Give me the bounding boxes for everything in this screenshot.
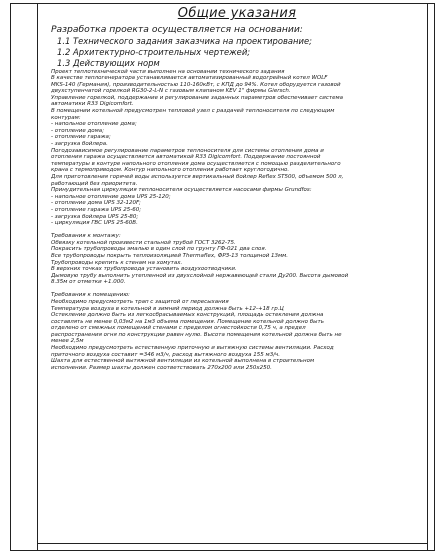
text-line: составлять не менее 0,03м2 на 1м3 объема помещения. Помещение котельной должно быть (51, 318, 324, 325)
text-line: - отопление гаража; (51, 134, 111, 141)
text-line: Для приготовления горячей воды используется вертикальный бойлер Reflex ST500, объемом 500 л, (51, 174, 344, 180)
text-line: Дымовую трубу выполнить утепленной из двухслойной нержавеющей стали Ду200. Высота дымовой (51, 272, 349, 279)
text-line: 8.35м от отметки +1.000. (51, 279, 126, 286)
text-line: распространения огня по конструкции равен нулю. Высота помещения котельной должна быть не (51, 331, 342, 338)
text-line: Остекление должно быть из легкосбрасываемых конструкций, площадь остекления должна (51, 312, 324, 319)
text-line: Температура воздуха в котельной в зимний период должна быть +12-+18 гр.Ц (51, 305, 284, 312)
text-line: автоматики R33 Digicomfort. (51, 101, 134, 108)
text-line: Трубопроводы крепить к стенам на хомутах. (51, 259, 183, 266)
main-description (51, 69, 423, 227)
text-line: - отопление дома UPS 32-120F; (51, 200, 141, 207)
text-line: Покрасить трубопроводы эмалью в один слой по грунту ГФ-021 два слоя. (51, 246, 267, 253)
text-line: - отопление гаража UPS 25-60; (51, 206, 142, 213)
drawing-sheet (10, 3, 435, 551)
text-line: работающий без приоритета. (51, 180, 138, 187)
text-line: Необходимо предусмотреть трап с защитой от пересыхания (51, 298, 229, 305)
mount-heading: Требования к монтажу: (51, 232, 121, 239)
text-line: менее 2,5м (51, 338, 84, 345)
text-line: исполнении. Размер шахты должен соответствовать 270х200 или 250х250. (51, 364, 272, 371)
notes-content (51, 4, 423, 544)
text-line: - загрузка бойлера UPS 25-80; (51, 213, 139, 220)
mount-requirements (51, 240, 423, 286)
text-line: В качестве теплогенератора устанавливается автоматизированный водогрейный котел WOLF (51, 75, 328, 82)
text-line: - циркуляция ГВС UPS 25-60В. (51, 220, 138, 227)
text-line: - напольное отопление дома UPS 25-120; (51, 193, 171, 200)
basis-item: 1.2 Архитектурно-строительных чертежей; (57, 46, 251, 57)
room-heading: Требования к помещению: (51, 291, 130, 298)
room-requirements (51, 299, 423, 372)
frame-right-line (427, 4, 428, 550)
text-line: - загрузка бойлера. (51, 141, 108, 148)
text-line: контурам: (51, 114, 81, 121)
page-title: Общие указания (177, 6, 297, 21)
basis-item: 1.3 Действующих норм (57, 57, 160, 68)
text-line: отделено от смежных помещений стенами с пределом огнестойкости 0,75 ч, а предел (51, 325, 306, 332)
text-line: Проект теплотехнической части выполнен на основании технического задания (51, 68, 285, 75)
text-line: температуры в контуре напольного отопления дома осуществляется с помощью разделительного (51, 160, 341, 167)
text-line: MKS-140 (Германия), производительностью 110-160кВт, с КПД до 94%. Котел оборудуется газовой (51, 81, 341, 88)
basis-item: 1.1 Технического задания заказчика на проектирование; (57, 35, 312, 46)
text-line: В верхних точках трубопровода установить воздухоотводчики. (51, 266, 237, 273)
text-line: В помещении котельной предусмотрен тепловой узел с раздачей теплоносителя по следующим (51, 108, 335, 115)
text-line: Обвязку котельной произвести стальной трубой ГОСТ 3262-75. (51, 239, 236, 246)
text-line: Все трубопроводы покрыть теплоизоляцией Thermaflex, ФРЗ-13 толщиной 13мм. (51, 252, 289, 259)
text-line: Шахта для естественной вытяжной вентиляции из котельной выполнена в строительном (51, 358, 315, 365)
text-line: отопления гаража осуществляется автоматикой R33 Digicomfort. Поддержание постоянной (51, 154, 321, 161)
text-line: приточного воздуха составит =346 м3/ч, расход вытяжного воздуха 155 м3/ч. (51, 351, 281, 358)
text-line: крана с термоприводом. Контур напольного отопления работает круглогодично. (51, 167, 290, 174)
basis-heading: Разработка проекта осуществляется на основании: (51, 24, 303, 35)
text-line: Принудительная циркуляция теплоносителя осуществляется насосами фирмы Grundfos: (51, 187, 312, 194)
text-line: Управление горелкой, поддержание и регулирование заданных параметров обеспечивает система (51, 94, 343, 101)
text-line: - отопление дома; (51, 127, 105, 134)
text-line: - напольное отопление дома; (51, 121, 137, 128)
text-line: двухступенчатой горелкой RG30-2-L-N с газовым клапаном KEV 1" фирмы Giersch. (51, 88, 291, 95)
text-line: Погодозависимое регулирование параметров теплоносителя для системы отопления дома и (51, 147, 324, 154)
frame-binding-line (37, 4, 38, 550)
text-line: Необходимо предусмотреть естественную приточную и вытяжную системы вентиляции. Расход (51, 345, 334, 352)
